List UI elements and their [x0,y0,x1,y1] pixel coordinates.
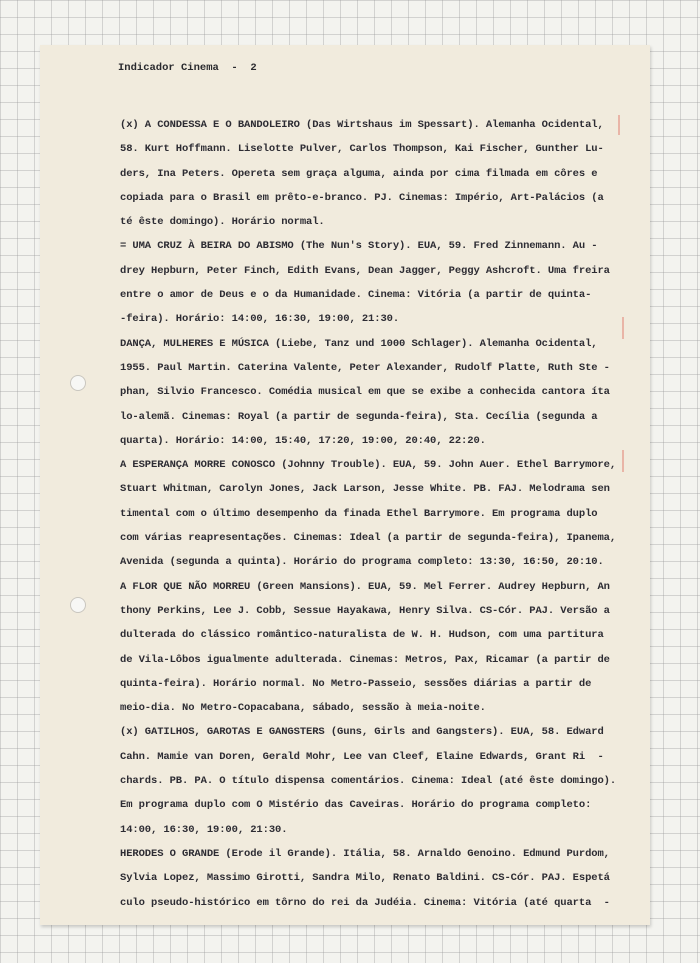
text-line: Sylvia Lopez, Massimo Girotti, Sandra Milo, Renato Baldini. CS-Cór. PAJ. Espetá [120,872,610,885]
text-line: quinta-feira). Horário normal. No Metro-Passeio, sessões diárias a partir de [120,677,592,690]
text-line: 1955. Paul Martin. Caterina Valente, Peter Alexander, Rudolf Platte, Ruth Ste - [120,361,610,374]
text-line: phan, Silvio Francesco. Comédia musical em que se exibe a conhecida cantora íta [120,386,610,399]
text-line: té êste domingo). Horário normal. [120,216,325,229]
text-line: thony Perkins, Lee J. Cobb, Sessue Hayakawa, Henry Silva. CS-Cór. PAJ. Versão a [120,604,610,617]
text-line: drey Hepburn, Peter Finch, Edith Evans, Dean Jagger, Peggy Ashcroft. Uma freira [120,264,610,277]
text-line: lo-alemã. Cinemas: Royal (a partir de segunda-feira), Sta. Cecília (segunda a [120,410,598,423]
punch-hole [70,597,86,613]
text-line: de Vila-Lôbos igualmente adulterada. Cinemas: Metros, Pax, Ricamar (a partir de [120,653,610,666]
text-line: (x) GATILHOS, GAROTAS E GANGSTERS (Guns, Girls and Gangsters). EUA, 58. Edward [120,726,604,739]
text-line: copiada para o Brasil em prêto-e-branco. PJ. Cinemas: Império, Art-Palácios (a [120,191,604,204]
text-line: entre o amor de Deus e o da Humanidade. Cinema: Vitória (a partir de quinta- [120,289,592,302]
text-line: HERODES O GRANDE (Erode il Grande). Itália, 58. Arnaldo Genoino. Edmund Purdom, [120,847,610,860]
text-line: -feira). Horário: 14:00, 16:30, 19:00, 21:30. [120,313,400,326]
typed-text-body [120,113,630,915]
text-line: timental com o último desempenho da finada Ethel Barrymore. Em programa duplo [120,507,598,520]
text-line: dulterada do clássico romântico-naturalista de W. H. Hudson, com uma partitura [120,629,604,642]
text-line: com várias reapresentações. Cinemas: Ideal (a partir de segunda-feira), Ipanema, [120,532,617,545]
text-line: = UMA CRUZ À BEIRA DO ABISMO (The Nun's Story). EUA, 59. Fred Zinnemann. Au - [120,240,598,253]
text-line: 58. Kurt Hoffmann. Liselotte Pulver, Carlos Thompson, Kai Fischer, Gunther Lu- [120,143,604,156]
text-line: ders, Ina Peters. Opereta sem graça alguma, ainda por cima filmada em côres e [120,167,598,180]
text-line: A ESPERANÇA MORRE CONOSCO (Johnny Trouble). EUA, 59. John Auer. Ethel Barrymore, [120,459,617,472]
text-line: 14:00, 16:30, 19:00, 21:30. [120,823,288,836]
text-line: (x) A CONDESSA E O BANDOLEIRO (Das Wirtshaus im Spessart). Alemanha Ocidental, [120,119,604,131]
text-line: quarta). Horário: 14:00, 15:40, 17:20, 19:00, 20:40, 22:20. [120,434,486,447]
text-line: A FLOR QUE NÃO MORREU (Green Mansions). EUA, 59. Mel Ferrer. Audrey Hepburn, An [120,580,610,593]
page-header: Indicador Cinema - 2 [118,62,257,74]
text-line: Stuart Whitman, Carolyn Jones, Jack Larson, Jesse White. PB. FAJ. Melodrama sen [120,483,610,496]
text-line: chards. PB. PA. O título dispensa comentários. Cinema: Ideal (até êste domingo). [120,775,617,788]
text-line: Avenida (segunda a quinta). Horário do programa completo: 13:30, 16:50, 20:10. [120,556,604,569]
text-line: meio-dia. No Metro-Copacabana, sábado, sessão à meia-noite. [120,702,486,715]
text-line: DANÇA, MULHERES E MÚSICA (Liebe, Tanz und 1000 Schlager). Alemanha Ocidental, [120,337,598,350]
text-line: Cahn. Mamie van Doren, Gerald Mohr, Lee van Cleef, Elaine Edwards, Grant Ri - [120,750,604,763]
text-line: Em programa duplo com O Mistério das Caveiras. Horário do programa completo: [120,799,592,812]
text-line: culo pseudo-histórico em tôrno do rei da Judéia. Cinema: Vitória (até quarta - [120,896,610,909]
punch-hole [70,375,86,391]
document-page [40,45,650,925]
